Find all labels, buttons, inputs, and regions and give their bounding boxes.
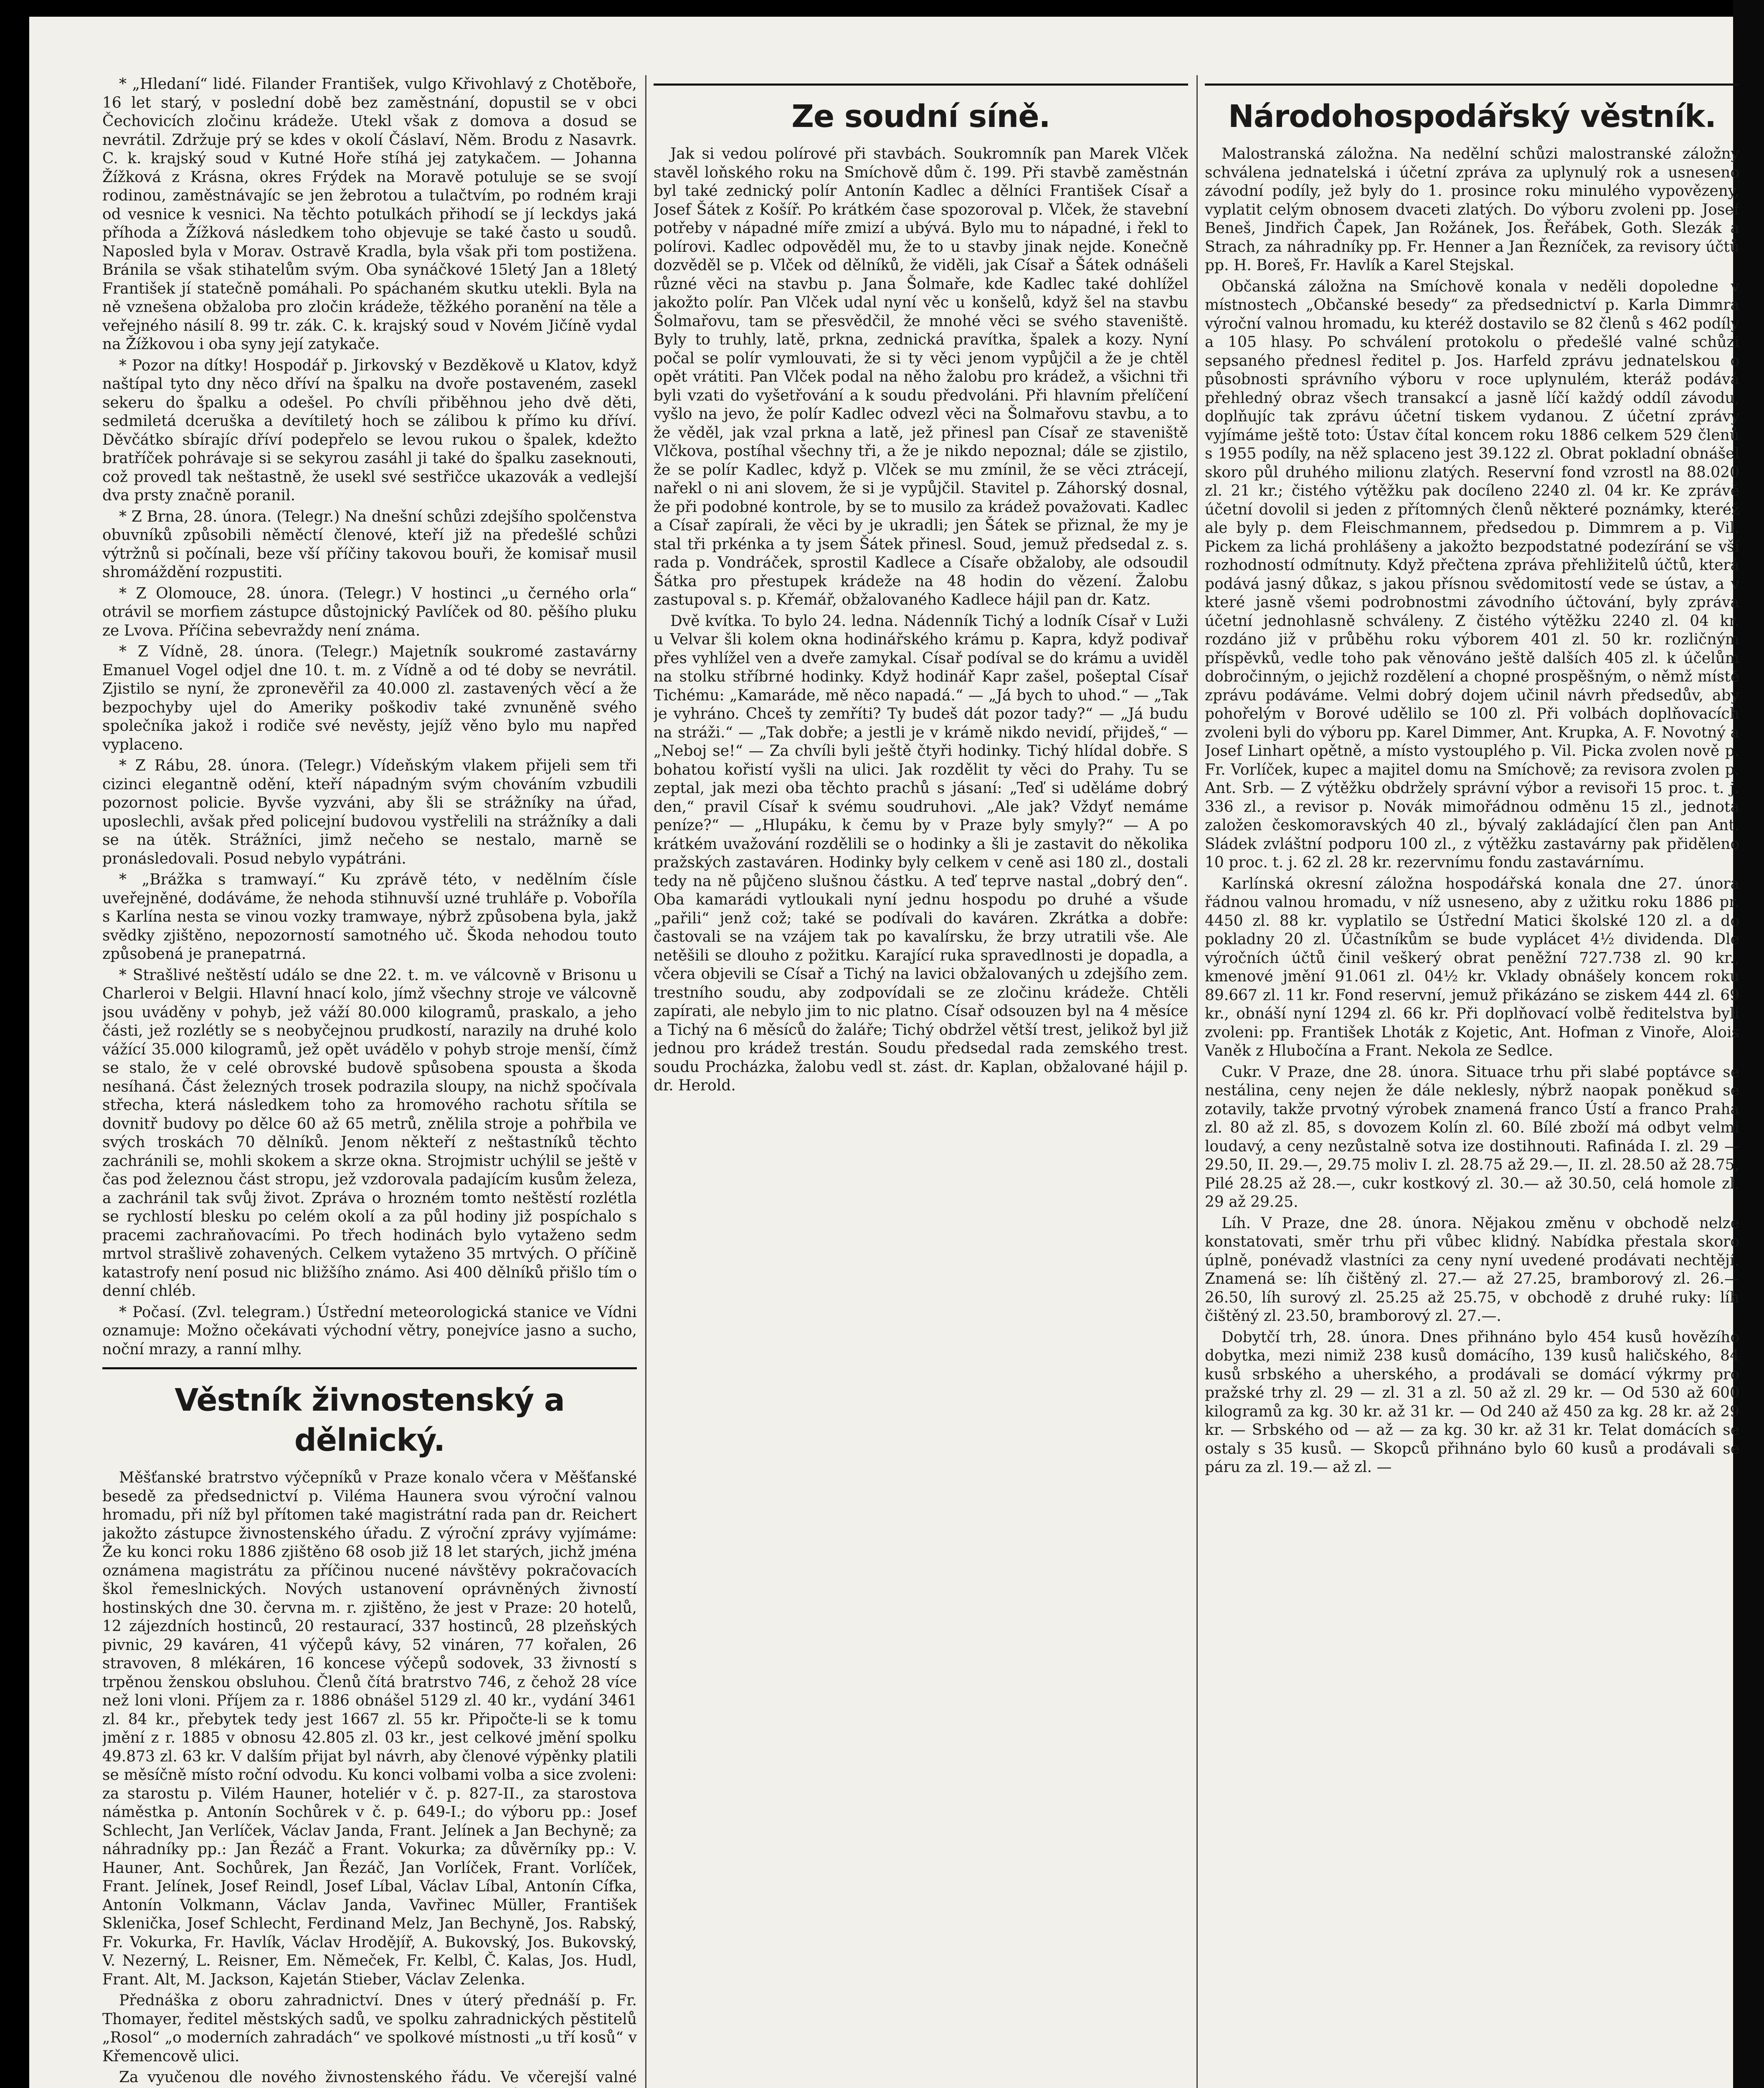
paragraph: Malostranská záložna. Na nedělní schůzi malostranské záložny schválena jednatelská i účetní zpráva za uplynulý rok a usneseno závodní podíly, jež byly do 1. prosince roku minulého vypovězeny, vyplatit celým obnosem dvaceti zlatých. Do výboru zvoleni pp. Josef Beneš, Jindřich Čapek, Jan Rožánek, Jos. Řeřábek, Goth. Slezák a Strach, za náhradníky pp. Fr. Henner a Jan Řezníček, za revisory účtů pp. H. Boreš, Fr. Havlík a Karel Stejskal. — [1205, 145, 1739, 274]
paragraph: Karlínská okresní záložna hospodářská konala dne 27. února řádnou valnou hromadu, v níž usneseno, aby z užitku roku 1886 pr. 4450 zl. 88 kr. vyplatilo se Ústřední Matici školské 120 zl. a do pokladny 20 zl. Účastníkům se bude vyplácet 4½ dividenda. Dle výročních účtů činil veškerý obrat peněžní 727.738 zl. 90 kr., kmenové jmění 91.061 zl. 04½ kr. Vklady obnášely koncem roku 89.667 zl. 11 kr. Fond reservní, jemuž přikázáno se ziskem 444 zl. 69 kr., obnáší nyní 1294 zl. 66 kr. Při doplňovací volbě ředitelstva byli zvoleni: pp. František Lhoták z Kojetic, Ant. Hofman z Vinoře, Alois Vaněk z Hlubočína a Frant. Nekola ze Sedlce. — [1205, 875, 1739, 1059]
paragraph: * Počasí. (Zvl. telegram.) Ústřední meteorologická stanice ve Vídni oznamuje: Možno očekávati východní větry, ponejvíce jasno a sucho, noční mrazy, a ranní mlhy. — [102, 1303, 637, 1358]
column-3 — [1205, 75, 1739, 2088]
paragraph: * Z Rábu, 28. února. (Telegr.) Vídeňským vlakem přijeli sem tři cizinci elegantně odění, kteří nápadným svým chováním vzbudili pozornost policie. Byvše vyzváni, aby šli se strážníky na úřad, uposlechli, avšak před policejní budovou vystřelili na strážníky a dali se na útěk. Strážníci, jimž nečeho se nestalo, marně se pronásledovali. Posud nebylo vypátráni. — [102, 757, 637, 867]
column-2 — [654, 75, 1188, 2088]
section-divider — [102, 1367, 637, 1369]
column-1 — [102, 75, 637, 2088]
paragraph: Přednáška z oboru zahradnictví. Dnes v úterý přednáší p. Fr. Thomayer, ředitel městských sadů, ve spolku zahradnických pěstitelů „Rosol“ „o moderních zahradách“ ve spolkové místnosti „u tří kosů“ v Křemencově ulici. — [102, 1992, 637, 2065]
paragraph: Za vyučenou dle nového živnostenského řádu. Ve včerejší valné — [119, 2069, 637, 2086]
paragraph: * Z Vídně, 28. února. (Telegr.) Majetník soukromé zastavárny Emanuel Vogel odjel dne 10. t. m. z Vídně a od té doby se nevrátil. Zjistilo se nyní, že zpronevěřil za 40.000 zl. zastavených věcí a že bezpochyby ujel do Ameriky poškodiv také zvnuněně svého společníka jakož i rodiče své nevěsty, jejíž věno bylo mu napřed vyplaceno. — [102, 643, 637, 753]
paragraph: Cukr. V Praze, dne 28. února. Situace trhu při slabé poptávce se nestálina, ceny nejen že dále neklesly, nýbrž naopak poněkud se zotavily, takže prvotný výrobek znamená franco Ústí a franco Praha zl. 80 až zl. 85, s dovozem Kolín zl. 60. Bílé zboží má odbyt velmi loudavý, a ceny nezůstalně sotva ize dostihnouti. Rafináda I. zl. 29 — 29.50, II. 29.—, 29.75 moliv I. zl. 28.75 až 29.—, II. zl. 28.50 až 28.75, Pilé 28.25 až 28.—, cukr kostkový zl. 30.— až 30.50, celá homole zl. 29 až 29.25. — [1205, 1063, 1739, 1211]
paragraph: Líh. V Praze, dne 28. února. Nějakou změnu v obchodě nelze konstatovati, směr trhu při vůbec klidný. Nabídka přestala skoro úplně, ponévadž vlastníci za ceny nyní uvedené prodávati nechtějí. Znamená se: líh čištěný zl. 27.— až 27.25, bramborový zl. 26.— 26.50, líh surový zl. 25.25 až 25.75, v obchodě z druhé ruky: líh čištěný zl. 23.50, bramborový zl. 27.—. — [1205, 1214, 1739, 1325]
paragraph: Jak si vedou polírové při stavbách. Soukromník pan Marek Vlček stavěl loňského roku na Smíchově dům č. 199. Při stavbě zaměstnán byl také zednický polír Antonín Kadlec a dělníci František Císař a Josef Šátek z Košíř. Po krátkém čase spozoroval p. Vlček, že stavební potřeby v nápadné míře zmizí a ubývá. Bylo mu to nápadné, i řekl to polírovi. Kadlec odpověděl mu, že to u stavby jinak nejde. Konečně dozvěděl se p. Vlček od dělníků, že viděli, jak Císař a Šátek odnášeli různé věci na stavbu p. Jana Šolmaře, kde Kadlec také dohlížel jakožto polír. Pan Vlček udal nyní věc u konšelů, když šel na stavbu Šolmařovu, tam se přesvědčil, že mnohé věci se svého staveniště. Byly to truhly, latě, prkna, zednická pravítka, špalek a kozy. Nyní počal se polír vymlouvati, že si ty věci jenom vypůjčil a že je chtěl opět vrátiti. Pan Vlček podal na něho žalobu pro krádež, a všichni tři byli vzati do vyšetřování a k soudu předvoláni. Při hlavním přelíčení vyšlo na jevo, že polír Kadlec odvezl věci na Šolmařovu stavbu, a to že věděl, jak vzal prkna a latě, jež přinesl pan Císař ze staveniště Vlčkova, postíhal všechny tři, a že je nikdo nepoznal; dále se zjistilo, že se polír Kadlec, když p. Vlček se mu zmínil, že se věci ztrácejí, nařekl o ni ani slovem, že si je vypůjčil. Stavitel p. Záhorský dosnal, že při podobné kontrole, by se to musilo za krádež považovati. Kadlec a Císař zapírali, že věci by je ukradli; jen Šátek se přiznal, že my je stal tři prkénka a ty jsem Šátek přinesl. Soud, jemuž předsedal z. s. rada p. Vondráček, sprostil Kadlece a Císaře obžaloby, ale odsoudil Šátka pro přestupek krádeže na 48 hodin do vězení. Žalobu zastupoval s. p. Křemář, obžalovaného Kadlece hájil pan dr. Katz. — [654, 145, 1188, 608]
paragraph: Občanská záložna na Smíchově konala v neděli dopoledne v místnostech „Občanské besedy“ za předsednictví p. Karla Dimmra výroční valnou hromadu, ku kteréž dostavilo se 82 členů s 462 podíly a 105 hlasy. Po schválení protokolu o předešlé valné schůzi sepsaného přednesl ředitel p. Jos. Harfeld zprávu jednatelskou o působnosti správního výboru v roce uplynulém, kteráž podává přehledný obraz všech transakcí a jasně líčí každý oddíl závodu, doplňujíc tak zprávu účetní tiskem vydanou. Z účetní zprávy vyjímáme ještě toto: Ústav čítal koncem roku 1886 celkem 529 členů s 1955 podíly, na něž splaceno jest 39.122 zl. Obrat pokladní obnášel skoro půl druhého milionu zlatých. Reservní fond vzrostl na 88.020 zl. 21 kr.; čistého výtěžku pak docíleno 2240 zl. 04 kr. Ke zprávě účetní dovolil si jeden z přítomných členů některé poznámky, kteréž ale byly p. dem Fleischmannem, předsedou p. Dimmrem a p. Vil. Pickem za lichá prohlášeny a jakožto bezpodstatné podezírání se vší rozhodností odmítnuty. Když přečtena zpráva přehližitelů účtů, která podává jasný důkaz, s jakou přísnou svědomitostí vede se ústav, a v které jasně všemi podrobnostmi závodního účtování, byly zpráva účetní jednohlasně schváleny. Z čistého výtěžku 2240 zl. 04 kr. rozdáno již v průběhu roku výborem 401 zl. 50 kr. rozličným příspěvků, vedle toho pak věnováno ještě dalších 405 zl. k účelům dobročinným, o jejichž rozdělení a chopné prospěšným, o němž místě zprávu podáváme. Velmi dobrý dojem učinil návrh předsedův, aby pohořelým v Borové udělilo se 100 zl. Při volbách doplňovacích zvoleni byli do výboru pp. Karel Dimmer, Ant. Krupka, A. F. Novotný a Josef Linhart opětně, a místo vystouplého p. Vil. Picka zvolen nově p. Fr. Vorlíček, kupec a majitel domu na Smíchově; za revisora zvolen p. Ant. Srb. — Z výtěžku obdržely správní výbor a revisoři 15 proc. t. j. 336 zl., a revisor p. Novák mimořádnou odměnu 15 zl., jednota založen českomoravských 40 zl., bývalý zakládající člen pan Ant. Sládek zvláštní podporu 100 zl., z výtěžku zastavárny pak přiděleno 10 proc. t. j. 62 zl. 28 kr. rezervnímu fondu zastavárnímu. — [1205, 278, 1739, 871]
section-heading: Věstník živnostenský a dělnický. — [175, 1382, 565, 1458]
paragraph: * Z Olomouce, 28. února. (Telegr.) V hostinci „u černého orla“ otrávil se morfiem zástupce důstojnický Pavlíček od 80. pěšího pluku ze Lvova. Příčina sebevraždy není známa. — [102, 585, 637, 639]
column-rule — [645, 75, 646, 2088]
paragraph: * „Hledaní“ lidé. Filander František, vulgo Křivohlavý z Chotěboře, 16 let starý, v poslední době bez zaměstnání, dopustil se v obci Čechovicích zločinu krádeže. Utekl však z domova a dosud se nevrátil. Zdržuje prý se kdes v okolí Čáslaví, Něm. Brodu z Nasavrk. C. k. krajský soud v Kutné Hoře stíhá jej zatykačem. — Johanna Žížková z Krásna, okres Frýdek na Moravě potuluje se se svojí rodinou, zaměstnávajíc se jen žebrotou a tulačtvím, po rodném kraji od vesnice k vesnici. Na těchto potulkách přihodí se jí leckdys jaká příhoda a Žížková následkem toho objevuje se také často u soudů. Naposled byla v Morav. Ostravě Kradla, byla však při tom postižena. Bránila se však stihatelům svým. Oba synáčkové 15letý Jan a 18letý František jí statečně pomáhali. Po spáchaném skutku utekli. Byla na ně vznešena obžaloba pro zločin krádeže, těžkého poranění na těle a veřejného násilí 8. 99 tr. zák. C. k. krajský soud v Novém Jičíně vydal na Žížkovou i oba syny její zatykače. — [102, 76, 637, 353]
section-heading: Ze soudní síně. — [791, 99, 1050, 134]
paragraph: * Pozor na dítky! Hospodář p. Jirkovský v Bezděkově u Klatov, když naštípal tyto dny něco dříví na špalku na dvoře postaveném, zasekl sekeru do špalku a odešel. Po chvíli přiběhnou jeho dvě děti, sedmiletá dceruška a devítiletý hoch se zálibou k přímo ku dříví. Děvčátko sbírajíc dříví podepřelo se levou rukou o špalek, kdežto bratříček pohrávaje si se sekyrou zasáhl ji také do špalku zaseknouti, což provedl tak neštastně, že usekl své sestřičce ukazovák a vedlejší dva prsty značně poranil. — [102, 357, 637, 504]
paragraph: * Strašlivé neštěstí událo se dne 22. t. m. ve válcovně v Brisonu u Charleroi v Belgii. Hlavní hnací kolo, jímž všechny stroje ve válcovně jsou uváděny v pohyb, jež váží 80.000 kilogramů, praskalo, a jeho části, jež rozlétly se s neobyčejnou prudkostí, narazily na druhé kolo vážící 35.000 kilogramů, jež opět uvádělo v pohyb stroje menší, čímž se stalo, že v celé obrovské budově spůsobena spousta a škoda nesíhaná. Část železných trosek podrazila sloupy, na nichž spočívala střecha, která následkem toho za hromového rachotu sřítila se dovnitř budovy po dělce 60 až 65 metrů, znělila stroje a pohřbila ve svých troskách 70 dělníků. Jenom někteří z neštastníků těchto zachránili se, mohli skokem a skrze okna. Strojmistr uchýlil se ještě v čas pod železnou část stropu, jež vzdorovala padajícím kusům železa, a zachránil tak svůj život. Zpráva o hrozném tomto neštěstí rozlétla se rychlostí blesku po celém okolí a za půl hodiny již pospíchalo s pracemi zachraňovacími. Po třech hodinách bylo vytaženo sedm mrtvol strašlivě zohavených. Celkem vytaženo 35 mrtvých. O příčině katastrofy není posud nic bližšího známo. Asi 400 dělníků přišlo tím o denní chléb. — [102, 966, 637, 1300]
paragraph: Dvě kvítka. To bylo 24. ledna. Nádenník Tichý a lodník Císař v Luži u Velvar šli kolem okna hodinářského krámu p. Kapra, když podivař přes vyhlížel ven a dveře zamykal. Císař podíval se do krámu a uviděl na stolku stříbrné hodinky. Když hodinář Kapr zašel, pošeptal Císař Tichému: „Kamaráde, mě něco napadá.“ — „Já bych to uhod.“ — „Tak je vyhráno. Chceš ty zemříti? Ty budeš dát pozor tady?“ — „Já budu na stráži.“ — „Tak dobře; a jestli je v krámě nikdo nevidí, přijdeš,“ — „Neboj se!“ — Za chvíli byli ještě čtyři hodinky. Tichý hlídal dobře. S bohatou kořistí vyšli na ulici. Jak rozdělit ty věci do Prahy. Tu se zeptal, jak mezi oba těchto prachů s jásaní: „Teď si uděláme dobrý den,“ pravil Císař k svému soudruhovi. „Ale jak? Vždyť nemáme peníze?“ — „Hlupáku, k čemu by v Praze byly smyly?“ — A po krátkém uvažování rozdělili se o hodinky a šli je zastavit do několika pražských zastaváren. Hodinky byly celkem v ceně asi 180 zl., dostali tedy na ně půjčeno slušnou částku. A teď teprve nastal „dobrý den“. Oba kamarádi vytloukali nyní jednu hospodu po druhé a všude „pařili“ jenž což; také se podívali do kaváren. Zkrátka a dobře: častovali se na vzájem tak po kavalírsku, že brzy utratili vše. Ale netěšili se dlouho z požitku. Karající ruka spravedlnosti je dopadla, a včera objevili se Císař a Tichý na lavici obžalovaných u zdejšího zem. trestního soudu, aby zodpovídali se ze zločinu krádeže. Chtěli zapírati, ale nebylo jim to nic platno. Císař odsouzen byl na 4 měsíce a Tichý na 6 měsíců do žaláře; Tichý obdržel větší trest, jelikož byl již jednou pro krádež trestán. Soudu předsedal rada zemského trest. soudu Procházka, žalobu vedl st. zást. dr. Kaplan, obžalované hájil p. dr. Herold. — [654, 612, 1188, 1094]
paragraph: * Z Brna, 28. února. (Telegr.) Na dnešní schůzi zdejšího spolčenstva obuvníků způsobili něměctí členové, kteří již na předešlé schůzi výtržnů si počínali, beze vší příčiny takovou bouři, že komisař musil shromáždění rozpustiti. — [102, 508, 637, 581]
paragraph: Měšťanské bratrstvo výčepníků v Praze konalo včera v Měšťanské besedě za předsednictví p. Viléma Haunera svou výroční valnou hromadu, při níž byl přítomen také magistrátní rada pan dr. Reichert jakožto zástupce živnostenského úřadu. Z výroční zprávy vyjímáme: Že ku konci roku 1886 zjištěno 68 osob již 18 let starých, jichž jména oznámena magistrátu za příčinou nucené návštěvy pokračovacích škol řemeslnických. Nových ustanovení oprávněných živností hostinských dne 30. června m. r. zjištěno, že jest v Praze: 20 hotelů, 12 zájezdních hostinců, 20 restaurací, 337 hostinců, 28 plzeňských pivnic, 29 kaváren, 41 výčepů kávy, 52 vináren, 77 kořalen, 26 stravoven, 8 mlékáren, 16 koncese výčepů sodovek, 33 živností s trpěnou ženskou obsluhou. Členů čítá bratrstvo 746, z čehož 28 více než loni vloni. Příjem za r. 1886 obnášel 5129 zl. 40 kr., vydání 3461 zl. 84 kr., přebytek tedy jest 1667 zl. 55 kr. Připočte-li se k tomu jmění z r. 1885 v obnosu 42.805 zl. 03 kr., jest celkové jmění spolku 49.873 zl. 63 kr. V dalším přijat byl návrh, aby členové výpěnky platili se měsíčně místo roční odvodu. Ku konci volbami volba a sice zvoleni: za starostu p. Vilém Hauner, hoteliér v č. p. 827-II., za starostova náměstka p. Antonín Sochůrek v č. p. 649-I.; do výboru pp.: Josef Schlecht, Jan Verlíček, Václav Janda, Frant. Jelínek a Jan Bechyně; za náhradníky pp.: Jan Řezáč a Frant. Vokurka; za důvěrníky pp.: V. Hauner, Ant. Sochůrek, Jan Řezáč, Jan Vorlíček, Frant. Vorlíček, Frant. Jelínek, Josef Reindl, Josef Líbal, Václav Líbal, Antonín Cífka, Antonín Volkmann, Václav Janda, Vavřinec Müller, František Sklenička, Josef Schlecht, Ferdinand Melz, Jan Bechyně, Jos. Rabský, Fr. Vokurka, Fr. Havlík, Václav Hrodějíř, A. Bukovský, Jos. Bukovský, V. Nezerný, L. Reisner, Em. Němeček, Fr. Kelbl, Č. Kalas, Jos. Hudl, Frant. Alt, M. Jackson, Kajetán Stieber, Václav Zelenka. — [102, 1469, 637, 1988]
paragraph: * „Brážka s tramwayí.“ Ku zprávě této, v nedělním čísle uveřejněné, dodáváme, že nehoda stihnuvší uzné truhláře p. Voboříla s Karlína nesta se vinou vozky tramwaye, nýbrž způsobena byla, jakž svědky zjištěno, nepozorností samotného uč. Škoda nehodou touto způsobená je pranepatrná. — [102, 871, 637, 963]
column-rule — [1196, 75, 1198, 2088]
section-divider — [654, 84, 1188, 86]
section-divider — [1205, 84, 1739, 86]
paragraph: Dobytčí trh, 28. února. Dnes přihnáno bylo 454 kusů hovězího dobytka, mezi nimiž 238 kusů domácího, 139 kusů haličského, 84 kusů srbského a uherského, a prodávali se domácí výkrmy pro pražské trhy zl. 29 — zl. 31 a zl. 50 až zl. 29 kr. — Od 530 až 600 kilogramů za kg. 30 kr. až 31 kr. — Od 240 až 450 za kg. 28 kr. až 29 kr. — Srbského od — až — za kg. 30 kr. až 31 kr. Telat domácích se ostaly s 35 kusů. — Skopců přihnáno bylo 60 kusů a prodávali se páru za zl. 19.— až zl. — — [1205, 1328, 1739, 1476]
section-heading: Národohospodářský věstník. — [1228, 99, 1716, 134]
